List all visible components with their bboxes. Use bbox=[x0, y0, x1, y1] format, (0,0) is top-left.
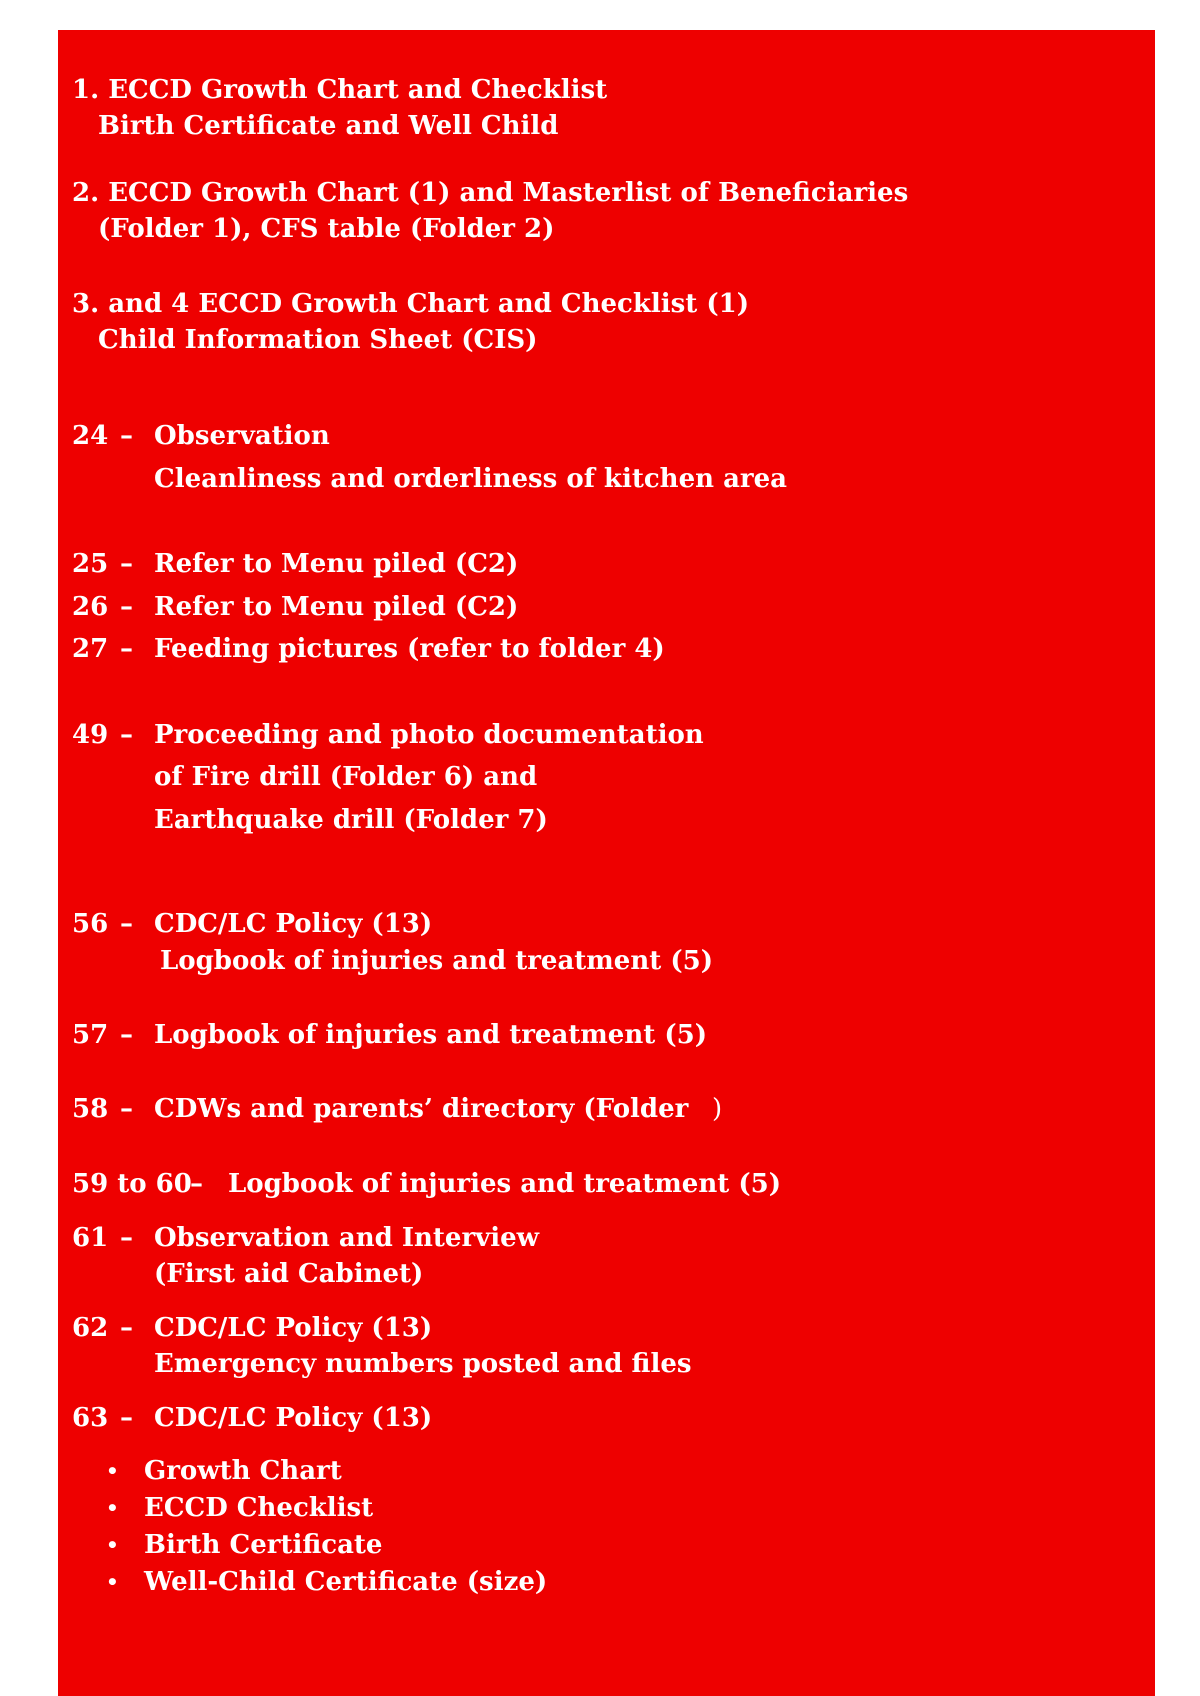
item-56-line-2: Logbook of injuries and treatment (5) bbox=[160, 946, 714, 976]
item-57-line: Logbook of injuries and treatment (5) bbox=[154, 1020, 708, 1050]
item-25-dash: – bbox=[120, 549, 133, 579]
item-57-dash: – bbox=[120, 1020, 133, 1050]
item-24-number: 24 bbox=[72, 421, 109, 451]
bullet-item-growth-chart: Growth Chart bbox=[144, 1456, 342, 1486]
item-27-dash: – bbox=[120, 634, 133, 664]
item-1-line: Birth Certificate and Well Child bbox=[98, 111, 559, 141]
item-26-line: Refer to Menu piled (C2) bbox=[154, 592, 519, 622]
item-1-heading: 1. ECCD Growth Chart and Checklist bbox=[72, 75, 608, 105]
item-62-line-1: CDC/LC Policy (13) bbox=[154, 1313, 433, 1343]
item-58-number: 58 bbox=[72, 1094, 109, 1124]
item-62-dash: – bbox=[120, 1313, 133, 1343]
item-26-dash: – bbox=[120, 592, 133, 622]
item-26-number: 26 bbox=[72, 592, 109, 622]
item-24-line-2: Cleanliness and orderliness of kitchen area bbox=[154, 464, 788, 494]
item-63-dash: – bbox=[120, 1403, 133, 1433]
item-49-dash: – bbox=[120, 720, 133, 750]
item-49-number: 49 bbox=[72, 720, 109, 750]
item-61-dash: – bbox=[120, 1223, 133, 1253]
item-63-line: CDC/LC Policy (13) bbox=[154, 1403, 433, 1433]
item-61-line-1: Observation and Interview bbox=[154, 1223, 540, 1253]
item-3-line: Child Information Sheet (CIS) bbox=[98, 325, 538, 355]
item-62-number: 62 bbox=[72, 1313, 109, 1343]
item-49-line-1: Proceeding and photo documentation bbox=[154, 720, 704, 750]
bullet-icon: • bbox=[106, 1496, 119, 1520]
item-24-dash: – bbox=[120, 421, 133, 451]
item-3-heading: 3. and 4 ECCD Growth Chart and Checklist (1) bbox=[72, 289, 750, 319]
bullet-item-eccd-checklist: ECCD Checklist bbox=[144, 1493, 374, 1523]
item-27-line: Feeding pictures (refer to folder 4) bbox=[154, 634, 665, 664]
item-62-line-2: Emergency numbers posted and files bbox=[154, 1349, 692, 1379]
content-panel bbox=[58, 30, 1155, 1696]
item-58-dash: – bbox=[120, 1094, 133, 1124]
item-27-number: 27 bbox=[72, 634, 109, 664]
bullet-item-well-child-certificate: Well-Child Certificate (size) bbox=[144, 1567, 548, 1597]
item-61-number: 61 bbox=[72, 1223, 109, 1253]
item-58-line: CDWs and parents’ directory (Folder bbox=[154, 1094, 689, 1124]
item-59-60-number: 59 to 60 bbox=[72, 1169, 192, 1199]
item-63-number: 63 bbox=[72, 1403, 109, 1433]
item-56-dash: – bbox=[120, 909, 133, 939]
item-56-number: 56 bbox=[72, 909, 109, 939]
item-49-line-3: Earthquake drill (Folder 7) bbox=[154, 805, 548, 835]
item-49-line-2: of Fire drill (Folder 6) and bbox=[154, 762, 538, 792]
bullet-item-birth-certificate: Birth Certificate bbox=[144, 1530, 383, 1560]
item-58-closing-paren: ) bbox=[712, 1094, 723, 1124]
item-61-line-2: (First aid Cabinet) bbox=[154, 1259, 424, 1289]
item-2-line: (Folder 1), CFS table (Folder 2) bbox=[98, 214, 555, 244]
item-24-line-1: Observation bbox=[154, 421, 330, 451]
item-25-number: 25 bbox=[72, 549, 109, 579]
bullet-icon: • bbox=[106, 1459, 119, 1483]
item-57-number: 57 bbox=[72, 1020, 109, 1050]
item-2-heading: 2. ECCD Growth Chart (1) and Masterlist of Beneficiaries bbox=[72, 178, 909, 208]
item-59-60-line: Logbook of injuries and treatment (5) bbox=[228, 1169, 782, 1199]
item-59-60-dash: – bbox=[190, 1169, 203, 1199]
item-56-line-1: CDC/LC Policy (13) bbox=[154, 909, 433, 939]
bullet-icon: • bbox=[106, 1533, 119, 1557]
item-25-line: Refer to Menu piled (C2) bbox=[154, 549, 519, 579]
bullet-icon: • bbox=[106, 1570, 119, 1594]
